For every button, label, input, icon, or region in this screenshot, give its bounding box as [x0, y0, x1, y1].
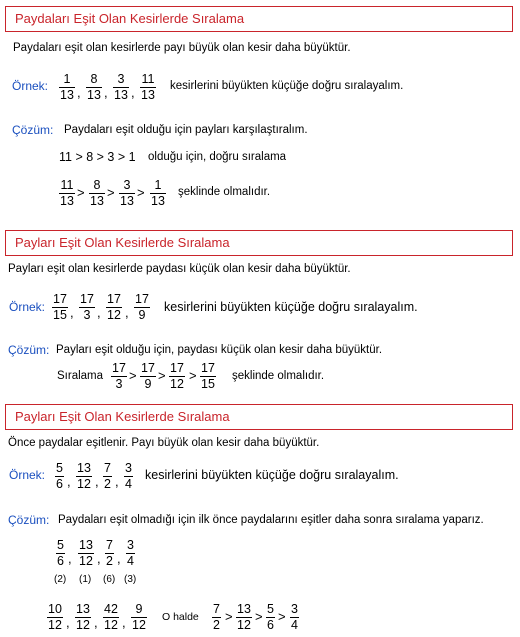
section1-ornek-label: Örnek: — [12, 79, 49, 93]
fraction: 3 13 — [120, 178, 134, 208]
comma: , — [131, 85, 135, 100]
fraction: 8 13 — [87, 72, 101, 102]
fraction: 17 12 — [107, 292, 121, 322]
comma: , — [95, 474, 99, 489]
comma: , — [70, 305, 74, 320]
fraction: 17 3 — [112, 361, 126, 391]
section1-title: Paydaları Eşit Olan Kesirlerde Sıralama — [15, 11, 245, 26]
section2-ornek-label: Örnek: — [9, 300, 46, 314]
section2-result-text: şeklinde olmalıdır. — [232, 370, 325, 382]
multiplier: (6) — [103, 574, 116, 585]
ohalde-text: O halde — [162, 611, 199, 623]
comma: , — [77, 85, 81, 100]
fraction: 13 12 — [76, 602, 90, 632]
greater-than: > — [77, 185, 85, 200]
greater-than: > — [129, 368, 137, 383]
section3-ornek-text: kesirlerini büyükten küçüğe doğru sıralayalım. — [145, 468, 399, 482]
fraction: 8 13 — [90, 178, 104, 208]
fraction: 13 12 — [77, 461, 91, 491]
section2-ornek-text: kesirlerini büyükten küçüğe doğru sıralayalım. — [164, 300, 418, 314]
section2-cozum-label: Çözüm: — [8, 343, 50, 357]
fraction: 3 4 — [127, 538, 134, 568]
comma: , — [115, 474, 119, 489]
section1-ineq-text: olduğu için, doğru sıralama — [148, 151, 287, 163]
multiplier: (2) — [54, 574, 67, 585]
section3-header — [5, 404, 513, 430]
fraction: 3 13 — [114, 72, 128, 102]
section2-cozum-text: Payları eşit olduğu için, paydası küçük olan kesir daha büyüktür. — [56, 344, 383, 356]
section1-rule: Paydaları eşit olan kesirlerde payı büyük olan kesir daha büyüktür. — [13, 42, 351, 54]
section3-rule: Önce paydalar eşitlenir. Payı büyük olan kesir daha büyüktür. — [8, 437, 320, 449]
fraction: 17 15 — [201, 361, 215, 391]
section2-rule: Payları eşit olan kesirlerde paydası küçük olan kesir daha büyüktür. — [8, 263, 351, 275]
fraction: 11 13 — [60, 178, 74, 208]
fraction: 17 9 — [135, 292, 149, 322]
fraction: 17 15 — [53, 292, 67, 322]
greater-than: > — [158, 368, 166, 383]
greater-than: > — [255, 609, 263, 624]
greater-than: > — [107, 185, 115, 200]
greater-than: > — [278, 609, 286, 624]
fraction: 11 13 — [141, 72, 155, 102]
comma: , — [94, 615, 98, 630]
fraction: 3 4 — [291, 602, 298, 632]
fraction: 17 3 — [80, 292, 94, 322]
fraction: 7 2 — [104, 461, 111, 491]
fraction: 17 12 — [170, 361, 184, 391]
section1-cozum-label: Çözüm: — [12, 123, 54, 137]
section3-cozum-text: Paydaları eşit olmadığı için ilk önce paydalarını eşitler daha sonra sıralama yaparız. — [58, 514, 484, 526]
section1-ornek-text: kesirlerini büyükten küçüğe doğru sıralayalım. — [170, 80, 404, 92]
fraction: 9 12 — [132, 602, 146, 632]
comma: , — [66, 615, 70, 630]
comma: , — [97, 551, 101, 566]
section3-cozum-label: Çözüm: — [8, 513, 50, 527]
section1-header — [5, 6, 513, 32]
fraction: 42 12 — [104, 602, 118, 632]
section3-title: Payları Eşit Olan Kesirlerde Sıralama — [15, 409, 230, 424]
section1-result-text: şeklinde olmalıdır. — [178, 186, 271, 198]
section2-title: Payları Eşit Olan Kesirlerde Sıralama — [15, 235, 230, 250]
fraction: 5 6 — [267, 602, 274, 632]
section1-inequality: 11 > 8 > 3 > 1 — [59, 150, 136, 164]
fraction: 1 13 — [60, 72, 74, 102]
fraction: 1 13 — [151, 178, 165, 208]
comma: , — [122, 615, 126, 630]
greater-than: > — [189, 368, 197, 383]
comma: , — [67, 474, 71, 489]
greater-than: > — [137, 185, 145, 200]
section2-header — [5, 230, 513, 256]
fraction: 13 12 — [237, 602, 251, 632]
fraction: 3 4 — [125, 461, 132, 491]
fraction: 17 9 — [141, 361, 155, 391]
fraction: 7 2 — [213, 602, 220, 632]
fraction: 13 12 — [79, 538, 93, 568]
multiplier: (1) — [79, 574, 92, 585]
section1-cozum-text: Paydaları eşit olduğu için payları karşılaştıralım. — [64, 124, 308, 136]
multiplier: (3) — [124, 574, 137, 585]
section2-siralama: Sıralama — [57, 370, 104, 382]
comma: , — [104, 85, 108, 100]
greater-than: > — [225, 609, 233, 624]
comma: , — [117, 551, 121, 566]
fraction: 7 2 — [106, 538, 113, 568]
fraction: 5 6 — [57, 538, 64, 568]
comma: , — [68, 551, 72, 566]
comma: , — [97, 305, 101, 320]
fraction: 5 6 — [56, 461, 63, 491]
comma: , — [125, 305, 129, 320]
fraction: 10 12 — [48, 602, 62, 632]
section3-ornek-label: Örnek: — [9, 468, 46, 482]
